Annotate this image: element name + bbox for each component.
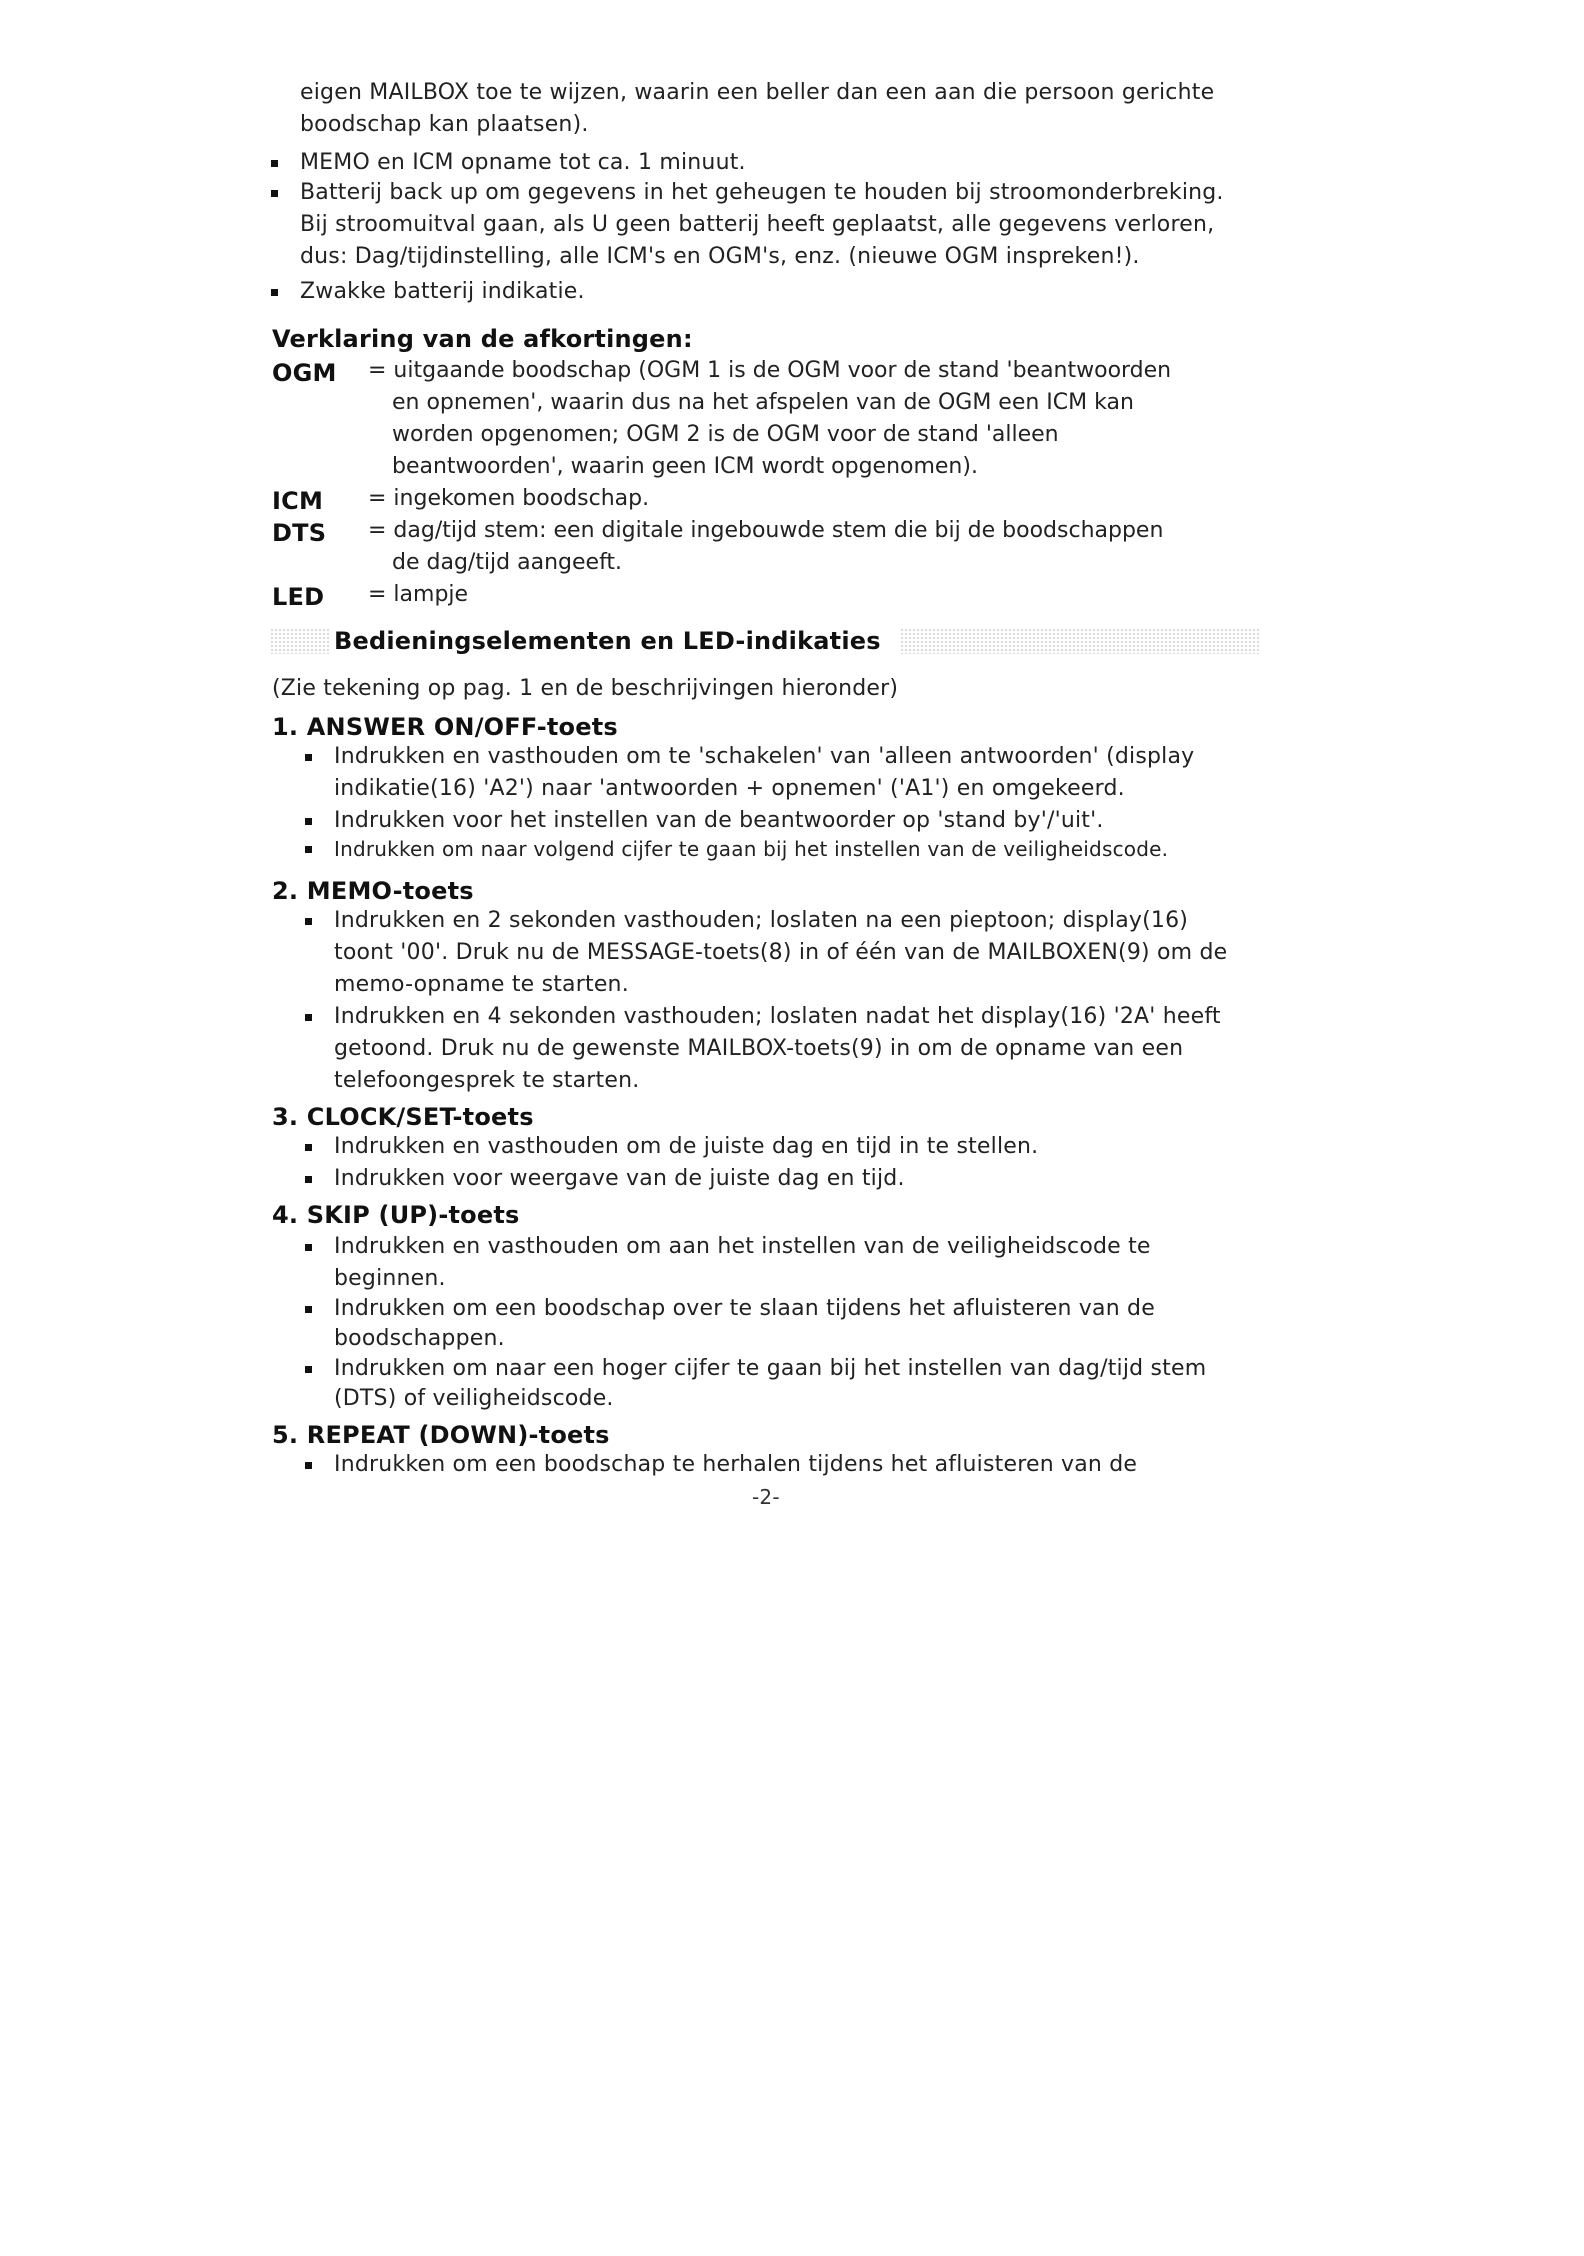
section-4-bullet-1: Indrukken en vasthouden om aan het instellen van de veiligheidscode te — [334, 1232, 1151, 1262]
controls-heading: Bedieningselementen en LED-indikaties — [334, 627, 881, 655]
abbr-led-term: LED — [272, 583, 325, 611]
intro-line-2: boodschap kan plaatsen). — [300, 112, 589, 137]
feature-battery-line-3: dus: Dag/tijdinstelling, alle ICM's en OGM's, enz. (nieuwe OGM inspreken!). — [300, 244, 1140, 269]
abbreviations-heading: Verklaring van de afkortingen: — [272, 325, 693, 353]
section-4-bullet-3-line-2: (DTS) of veiligheidscode. — [334, 1386, 614, 1411]
scan-noise-right — [900, 628, 1260, 654]
section-5-bullet-1: Indrukken om een boodschap te herhalen tijdens het afluisteren van de — [334, 1450, 1137, 1480]
abbr-dts-term: DTS — [272, 519, 327, 547]
section-2-bullet-2-line-2: getoond. Druk nu de gewenste MAILBOX-toets(9) in om de opname van een — [334, 1036, 1184, 1061]
section-4-bullet-2-line-2: boodschappen. — [334, 1326, 505, 1351]
abbr-dts-def-1: = dag/tijd stem: een digitale ingebouwde stem die bij de boodschappen — [368, 518, 1164, 543]
abbr-icm-term: ICM — [272, 487, 324, 515]
section-2-bullet-2-line-3: telefoongesprek te starten. — [334, 1068, 640, 1093]
controls-intro: (Zie tekening op pag. 1 en de beschrijvingen hieronder) — [272, 676, 899, 701]
section-1-bullet-3: Indrukken om naar volgend cijfer te gaan bij het instellen van de veiligheidscode. — [334, 834, 1168, 864]
feature-bullet-battery: Batterij back up om gegevens in het geheugen te houden bij stroomonderbreking. — [300, 178, 1224, 208]
section-2-bullet-1-line-2: toont '00'. Druk nu de MESSAGE-toets(8) in of één van de MAILBOXEN(9) om de — [334, 940, 1228, 965]
section-4-bullet-2: Indrukken om een boodschap over te slaan tijdens het afluisteren van de — [334, 1294, 1155, 1324]
feature-bullet-low-battery: Zwakke batterij indikatie. — [300, 277, 585, 307]
section-4-bullet-3: Indrukken om naar een hoger cijfer te gaan bij het instellen van dag/tijd stem — [334, 1354, 1206, 1384]
scan-noise-left — [270, 628, 330, 654]
section-5-title: 5. REPEAT (DOWN)-toets — [272, 1421, 610, 1449]
section-4-bullet-1-line-2: beginnen. — [334, 1266, 446, 1291]
section-1-bullet-1: Indrukken en vasthouden om te 'schakelen' van 'alleen antwoorden' (display — [334, 742, 1194, 772]
intro-line-1: eigen MAILBOX toe te wijzen, waarin een beller dan een aan die persoon gerichte — [300, 80, 1215, 105]
section-3-bullet-2: Indrukken voor weergave van de juiste dag en tijd. — [334, 1164, 905, 1194]
section-1-bullet-1-line-2: indikatie(16) 'A2') naar 'antwoorden + opnemen' ('A1') en omgekeerd. — [334, 776, 1125, 801]
feature-battery-line-2: Bij stroomuitval gaan, als U geen batterij heeft geplaatst, alle gegevens verloren, — [300, 212, 1215, 237]
page-number: -2- — [752, 1485, 780, 1509]
section-2-bullet-1: Indrukken en 2 sekonden vasthouden; loslaten na een pieptoon; display(16) — [334, 906, 1188, 936]
abbr-led-def: = lampje — [368, 582, 469, 607]
section-2-title: 2. MEMO-toets — [272, 877, 474, 905]
section-2-bullet-2: Indrukken en 4 sekonden vasthouden; loslaten nadat het display(16) '2A' heeft — [334, 1002, 1221, 1032]
feature-bullet-memo: MEMO en ICM opname tot ca. 1 minuut. — [300, 148, 746, 178]
abbr-icm-def: = ingekomen boodschap. — [368, 486, 650, 511]
section-2-bullet-1-line-3: memo-opname te starten. — [334, 972, 629, 997]
abbr-ogm-def-4: beantwoorden', waarin geen ICM wordt opgenomen). — [392, 454, 978, 479]
abbr-ogm-term: OGM — [272, 359, 337, 387]
abbr-ogm-def-3: worden opgenomen; OGM 2 is de OGM voor de stand 'alleen — [392, 422, 1059, 447]
abbr-ogm-def-2: en opnemen', waarin dus na het afspelen van de OGM een ICM kan — [392, 390, 1134, 415]
abbr-dts-def-2: de dag/tijd aangeeft. — [392, 550, 623, 575]
section-1-bullet-2: Indrukken voor het instellen van de beantwoorder op 'stand by'/'uit'. — [334, 806, 1104, 836]
section-4-title: 4. SKIP (UP)-toets — [272, 1201, 520, 1229]
section-3-title: 3. CLOCK/SET-toets — [272, 1103, 534, 1131]
section-3-bullet-1: Indrukken en vasthouden om de juiste dag en tijd in te stellen. — [334, 1132, 1038, 1162]
section-1-title: 1. ANSWER ON/OFF-toets — [272, 713, 618, 741]
abbr-ogm-def-1: = uitgaande boodschap (OGM 1 is de OGM voor de stand 'beantwoorden — [368, 358, 1172, 383]
